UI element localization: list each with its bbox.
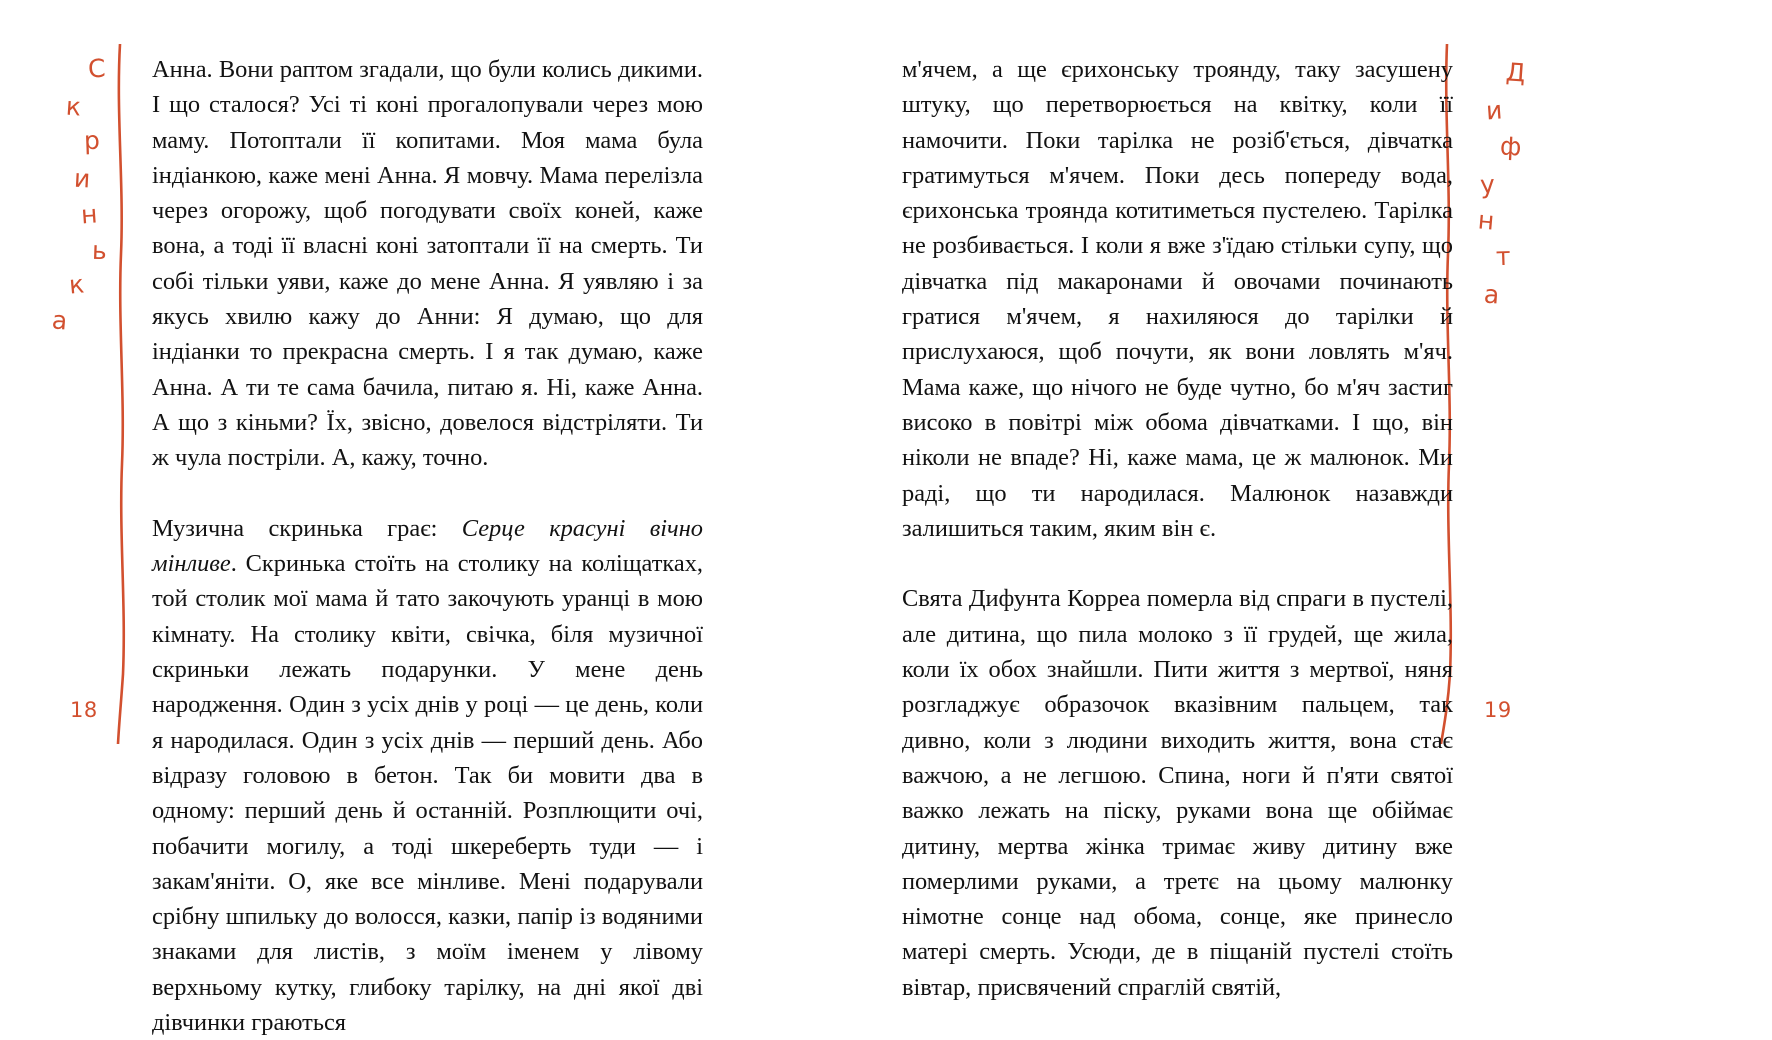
running-head-letter: Д [1505,57,1527,88]
text-column-left [152,52,703,1040]
running-head-letter: н [1476,205,1496,236]
left-page [0,0,886,1037]
running-head-letter: а [50,305,69,336]
paragraph: Анна. Вони раптом згадали, що були колись дикими. І що сталося? Усі ті коні прогалопували через мою маму. Потоптали її копитами. Моя мама була індіанкою, каже мені Анна. Я мовчу. Мама перелізла через огорожу, щоб погодувати своїх коней, каже вона, а тоді її власні коні затоптали її на смерть. Ти собі тільки уяви, каже до мене Анна. Я уявляю і за якусь хвилю кажу до Анни: Я думаю, що для індіанки то прекрасна смерть. І я так думаю, каже Анна. А ти те сама бачила, питаю я. Ні, каже Анна. А що з кіньми? Їх, звісно, довелося відстріляти. Ти ж чула постріли. А, кажу, точно. [152,56,703,472]
vertical-rule-left [110,44,136,744]
running-head-letter: а [1483,279,1501,310]
paragraph [152,511,703,1040]
running-head-letter: к [65,91,83,122]
running-head-letter: у [1479,169,1496,200]
running-head-letter: и [73,163,91,194]
page-number-right: 19 [1484,698,1512,722]
page-number-left: 18 [70,698,98,722]
running-head-letter: н [80,199,99,230]
song-title-italic: Серце красуні вічно мінливе [152,514,703,578]
running-head-letter: и [1485,95,1504,126]
paragraph: Свята Дифунта Коррea померла від спраги в пустелі, але дитина, що пила молоко з її грудей, ще жила, коли їх обох знайшли. Пити життя з мертвої, няня розгладжує образочок вказівним пальцем, так дивно, коли з людини виходить життя, вона стає важчою, а не легшою. Спина, ноги й п'яти святої важко лежать на піску, руками вона ще обіймає дитину, мертва жінка тримає живу дитину вже померлими руками, а третє на цьому малюнку німотне сонце над обома, сонце, яке принесло матері смерть. Усюди, де в піщаній пустелі стоїть вівтар, присвячений спраглій святій, [902,585,1453,1001]
paragraph-rest-text: . Скринька стоїть на столику на коліщатках, той столик мої мама й тато закочують уранці в мою кімнату. На столику квіти, свічка, біля музичної скриньки лежать подарунки. У мене день народження. Один з усіх днів у році — це день, коли я народилася. Один з усіх днів — перший день. Або відразу головою в бетон. Так би мовити два в одному: перший день й останній. Розплющити очі, побачити могилу, а тоді шкереберть туди — і закам'яніти. О, яке все мінливе. Мені подарували срібну шпильку до волосся, казки, папір із водяними знаками для листів, з моїм іменем у лівому верхньому кутку, глибоку тарілку, на дні якої дві дівчинки граються [152,550,703,1037]
paragraph: м'ячем, а ще єрихонську троянду, таку засушену штуку, що перетворюється на квітку, коли її намочити. Поки тарілка не розіб'ється, дівчатка гратимуться м'ячем. Поки десь попереду вода, єрихонська троянда котитиметься пустелею. Тарілка не розбивається. І коли я вже з'їдаю стільки супу, що дівчатка під макаронами й овочами починають гратися м'ячем, я нахиляюся до тарілки й прислухаюся, щоб почути, як вони ловлять м'яч. Мама каже, що нічого не буде чутно, бо м'яч застиг високо в повітрі між обома дівчатками. І що, він ніколи не впаде? Ні, каже мама, це ж малюнок. Ми раді, що ти народилася. Малюнок назавжди залишиться таким, яким він є. [902,56,1453,542]
running-head-letter: С [87,53,107,84]
running-head-letter: ф [1499,131,1523,162]
running-head-letter: к [67,269,86,300]
running-head-letter: т [1495,241,1512,272]
paragraph-lead-text: Музична скринька грає: [152,514,462,542]
running-head-right [1478,56,1548,336]
text-column-right [902,52,1453,1005]
right-page [886,0,1772,1001]
running-head-letter: ь [91,235,108,266]
running-head-letter: р [83,125,101,156]
